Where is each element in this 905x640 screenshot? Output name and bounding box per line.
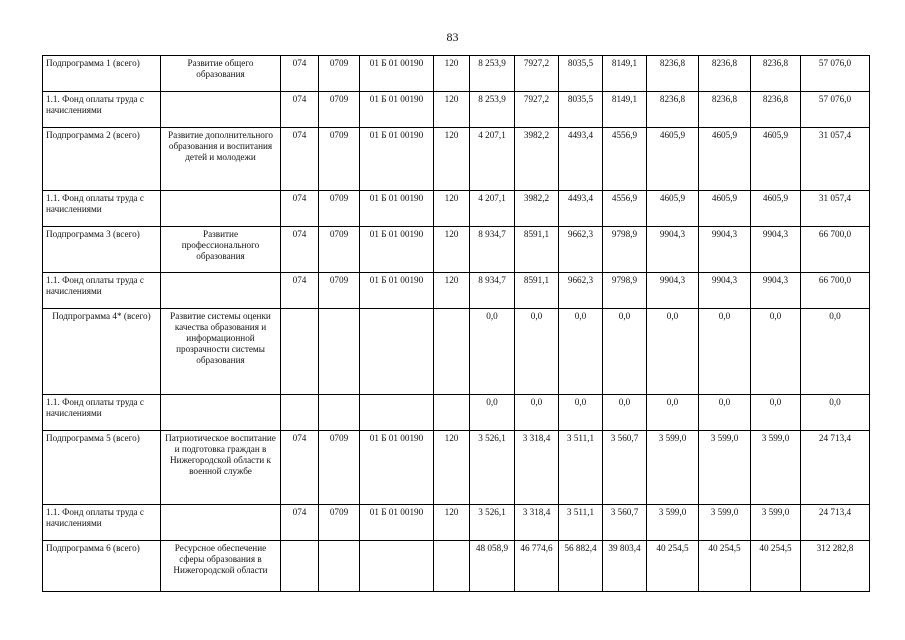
amount-cell: 3 526,1 (470, 505, 515, 541)
amount-cell: 3 560,7 (603, 505, 647, 541)
amount-cell: 40 254,5 (647, 541, 699, 592)
amount-cell: 0,0 (699, 309, 751, 395)
amount-cell: 8236,8 (647, 56, 699, 92)
table-row (43, 191, 870, 227)
amount-cell: 9904,3 (699, 227, 751, 273)
row-description-cell: Ресурсное обеспечение сферы образования в Нижегородской области (161, 541, 281, 592)
amount-cell: 31 057,4 (801, 191, 870, 227)
row-description-cell (161, 191, 281, 227)
amount-cell: 8 253,9 (470, 56, 515, 92)
expense-type-cell: 120 (434, 128, 470, 191)
row-name-cell: Подпрограмма 6 (всего) (43, 541, 161, 592)
target-article-cell (360, 395, 434, 431)
amount-cell: 4556,9 (603, 191, 647, 227)
amount-cell: 3 599,0 (751, 505, 801, 541)
row-name-cell: 1.1. Фонд оплаты труда с начислениями (43, 505, 161, 541)
expense-type-cell: 120 (434, 273, 470, 309)
grbs-code-cell: 074 (281, 227, 319, 273)
target-article-cell: 01 Б 01 00190 (360, 128, 434, 191)
grbs-code-cell (281, 309, 319, 395)
grbs-code-cell: 074 (281, 273, 319, 309)
row-description-cell: Развитие общего образования (161, 56, 281, 92)
amount-cell: 0,0 (801, 395, 870, 431)
row-name-cell: 1.1. Фонд оплаты труда с начислениями (43, 92, 161, 128)
expense-type-cell: 120 (434, 56, 470, 92)
grbs-code-cell (281, 541, 319, 592)
amount-cell: 0,0 (470, 309, 515, 395)
amount-cell: 40 254,5 (751, 541, 801, 592)
amount-cell: 0,0 (699, 395, 751, 431)
amount-cell: 4605,9 (647, 128, 699, 191)
table-row (43, 128, 870, 191)
section-code-cell: 0709 (319, 191, 360, 227)
table-row (43, 541, 870, 592)
amount-cell: 8591,1 (515, 227, 559, 273)
target-article-cell (360, 309, 434, 395)
expense-type-cell (434, 309, 470, 395)
amount-cell: 0,0 (559, 309, 603, 395)
amount-cell: 3 599,0 (647, 505, 699, 541)
amount-cell: 4556,9 (603, 128, 647, 191)
amount-cell: 8 253,9 (470, 92, 515, 128)
section-code-cell (319, 541, 360, 592)
row-name-cell: Подпрограмма 3 (всего) (43, 227, 161, 273)
amount-cell: 3 599,0 (699, 505, 751, 541)
row-description-cell: Развитие системы оценки качества образования и информационной прозрачности системы образования (161, 309, 281, 395)
amount-cell: 0,0 (515, 309, 559, 395)
grbs-code-cell (281, 395, 319, 431)
row-description-cell: Развитие дополнительного образования и воспитания детей и молодежи (161, 128, 281, 191)
table-row (43, 431, 870, 505)
section-code-cell (319, 395, 360, 431)
row-name-cell: Подпрограмма 5 (всего) (43, 431, 161, 505)
amount-cell: 8236,8 (647, 92, 699, 128)
grbs-code-cell: 074 (281, 191, 319, 227)
row-name-cell: 1.1. Фонд оплаты труда с начислениями (43, 191, 161, 227)
amount-cell: 40 254,5 (699, 541, 751, 592)
amount-cell: 4493,4 (559, 191, 603, 227)
section-code-cell: 0709 (319, 431, 360, 505)
grbs-code-cell: 074 (281, 128, 319, 191)
grbs-code-cell: 074 (281, 505, 319, 541)
amount-cell: 8236,8 (699, 92, 751, 128)
target-article-cell (360, 541, 434, 592)
amount-cell: 0,0 (647, 309, 699, 395)
amount-cell: 8035,5 (559, 92, 603, 128)
amount-cell: 8 934,7 (470, 227, 515, 273)
amount-cell: 0,0 (751, 309, 801, 395)
amount-cell: 3 318,4 (515, 505, 559, 541)
amount-cell: 4605,9 (751, 191, 801, 227)
amount-cell: 0,0 (603, 395, 647, 431)
amount-cell: 31 057,4 (801, 128, 870, 191)
amount-cell: 4493,4 (559, 128, 603, 191)
row-name-cell: Подпрограмма 4* (всего) (43, 309, 161, 395)
amount-cell: 4 207,1 (470, 191, 515, 227)
section-code-cell (319, 309, 360, 395)
amount-cell: 3982,2 (515, 191, 559, 227)
amount-cell: 56 882,4 (559, 541, 603, 592)
amount-cell: 4605,9 (699, 128, 751, 191)
amount-cell: 0,0 (470, 395, 515, 431)
amount-cell: 3 560,7 (603, 431, 647, 505)
amount-cell: 7927,2 (515, 92, 559, 128)
row-name-cell: 1.1. Фонд оплаты труда с начислениями (43, 273, 161, 309)
amount-cell: 9662,3 (559, 273, 603, 309)
section-code-cell: 0709 (319, 273, 360, 309)
amount-cell: 66 700,0 (801, 227, 870, 273)
grbs-code-cell: 074 (281, 431, 319, 505)
target-article-cell: 01 Б 01 00190 (360, 191, 434, 227)
budget-table (42, 55, 870, 592)
table-row (43, 309, 870, 395)
amount-cell: 24 713,4 (801, 431, 870, 505)
table-row (43, 56, 870, 92)
table-row (43, 227, 870, 273)
amount-cell: 57 076,0 (801, 92, 870, 128)
amount-cell: 3982,2 (515, 128, 559, 191)
amount-cell: 0,0 (559, 395, 603, 431)
amount-cell: 0,0 (751, 395, 801, 431)
row-description-cell (161, 273, 281, 309)
amount-cell: 4605,9 (699, 191, 751, 227)
section-code-cell: 0709 (319, 227, 360, 273)
table-row (43, 395, 870, 431)
amount-cell: 3 511,1 (559, 505, 603, 541)
grbs-code-cell: 074 (281, 92, 319, 128)
amount-cell: 8035,5 (559, 56, 603, 92)
amount-cell: 0,0 (603, 309, 647, 395)
amount-cell: 9904,3 (699, 273, 751, 309)
amount-cell: 8591,1 (515, 273, 559, 309)
amount-cell: 3 511,1 (559, 431, 603, 505)
amount-cell: 8 934,7 (470, 273, 515, 309)
amount-cell: 3 526,1 (470, 431, 515, 505)
row-name-cell: 1.1. Фонд оплаты труда с начислениями (43, 395, 161, 431)
amount-cell: 9904,3 (751, 273, 801, 309)
section-code-cell: 0709 (319, 56, 360, 92)
amount-cell: 3 599,0 (647, 431, 699, 505)
section-code-cell: 0709 (319, 505, 360, 541)
amount-cell: 4605,9 (751, 128, 801, 191)
expense-type-cell (434, 395, 470, 431)
section-code-cell: 0709 (319, 92, 360, 128)
table-body (43, 56, 870, 592)
target-article-cell: 01 Б 01 00190 (360, 505, 434, 541)
amount-cell: 3 318,4 (515, 431, 559, 505)
expense-type-cell: 120 (434, 92, 470, 128)
table-row (43, 273, 870, 309)
amount-cell: 46 774,6 (515, 541, 559, 592)
row-description-cell (161, 395, 281, 431)
row-description-cell (161, 92, 281, 128)
amount-cell: 9904,3 (647, 273, 699, 309)
amount-cell: 8236,8 (699, 56, 751, 92)
section-code-cell: 0709 (319, 128, 360, 191)
amount-cell: 8149,1 (603, 56, 647, 92)
amount-cell: 312 282,8 (801, 541, 870, 592)
amount-cell: 8236,8 (751, 56, 801, 92)
target-article-cell: 01 Б 01 00190 (360, 227, 434, 273)
amount-cell: 9662,3 (559, 227, 603, 273)
table-row (43, 505, 870, 541)
expense-type-cell: 120 (434, 227, 470, 273)
amount-cell: 7927,2 (515, 56, 559, 92)
target-article-cell: 01 Б 01 00190 (360, 56, 434, 92)
amount-cell: 0,0 (647, 395, 699, 431)
amount-cell: 9904,3 (751, 227, 801, 273)
table-row (43, 92, 870, 128)
amount-cell: 4605,9 (647, 191, 699, 227)
amount-cell: 39 803,4 (603, 541, 647, 592)
amount-cell: 24 713,4 (801, 505, 870, 541)
expense-type-cell: 120 (434, 431, 470, 505)
page-number: 83 (446, 30, 459, 44)
expense-type-cell: 120 (434, 191, 470, 227)
amount-cell: 8149,1 (603, 92, 647, 128)
amount-cell: 66 700,0 (801, 273, 870, 309)
amount-cell: 9798,9 (603, 273, 647, 309)
amount-cell: 0,0 (801, 309, 870, 395)
amount-cell: 9798,9 (603, 227, 647, 273)
amount-cell: 3 599,0 (751, 431, 801, 505)
row-description-cell: Патриотическое воспитание и подготовка граждан в Нижегородской области к военной службе (161, 431, 281, 505)
expense-type-cell (434, 541, 470, 592)
amount-cell: 9904,3 (647, 227, 699, 273)
target-article-cell: 01 Б 01 00190 (360, 92, 434, 128)
amount-cell: 4 207,1 (470, 128, 515, 191)
row-description-cell: Развитие профессионального образования (161, 227, 281, 273)
row-name-cell: Подпрограмма 1 (всего) (43, 56, 161, 92)
target-article-cell: 01 Б 01 00190 (360, 273, 434, 309)
amount-cell: 0,0 (515, 395, 559, 431)
expense-type-cell: 120 (434, 505, 470, 541)
row-description-cell (161, 505, 281, 541)
amount-cell: 3 599,0 (699, 431, 751, 505)
target-article-cell: 01 Б 01 00190 (360, 431, 434, 505)
amount-cell: 57 076,0 (801, 56, 870, 92)
grbs-code-cell: 074 (281, 56, 319, 92)
row-name-cell: Подпрограмма 2 (всего) (43, 128, 161, 191)
amount-cell: 8236,8 (751, 92, 801, 128)
amount-cell: 48 058,9 (470, 541, 515, 592)
